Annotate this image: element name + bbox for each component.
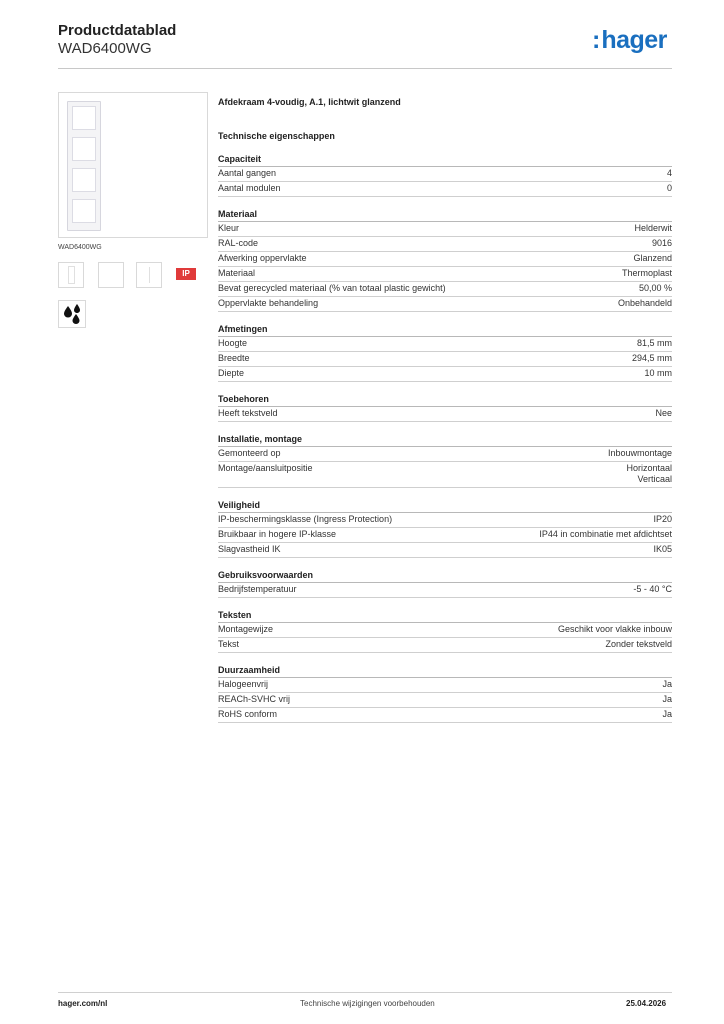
section-title: Teksten [218,608,672,623]
thumbnail-shape [149,267,150,283]
row-value: Inbouwmontage [607,448,672,458]
footer-divider [58,992,672,993]
row-value: 50,00 % [638,283,672,293]
table-row [218,708,672,723]
ip-rating-icon: IP [176,268,196,280]
product-code: WAD6400WG [58,40,152,57]
row-label: Heeft tekstveld [218,408,278,418]
row-value: Zonder tekstveld [605,639,672,649]
section [218,608,672,653]
row-label: RAL-code [218,238,259,248]
row-label: Materiaal [218,268,256,278]
section-title: Duurzaamheid [218,663,672,678]
row-label: Afwerking oppervlakte [218,253,307,263]
table-row [218,638,672,653]
row-label: Aantal gangen [218,168,277,178]
row-value: 9016 [651,238,672,248]
row-value: 4 [666,168,672,178]
table-row [218,237,672,252]
section [218,207,672,312]
footer-notice: Technische wijzigingen voorbehouden [300,999,435,1008]
thumbnail-frame[interactable] [58,262,84,288]
row-label: Kleur [218,223,240,233]
section-title: Capaciteit [218,152,672,167]
row-label: IP-beschermingsklasse (Ingress Protection) [218,514,393,524]
row-label: Halogeenvrij [218,679,269,689]
row-label: Montage/aansluitpositie [218,463,313,473]
image-caption: WAD6400WG [58,244,102,251]
frame-slot [72,199,96,223]
section [218,392,672,422]
table-row [218,252,672,267]
section-title: Gebruiksvoorwaarden [218,568,672,583]
table-row [218,447,672,462]
footer-website[interactable]: hager.com/nl [58,999,108,1008]
thumbnail-blank[interactable] [98,262,124,288]
thumbnail-line[interactable] [136,262,162,288]
row-label: Bevat gerecycled materiaal (% van totaal plastic gewicht) [218,283,446,293]
row-value: Ja [662,679,672,689]
product-image [58,92,208,238]
row-label: Diepte [218,368,245,378]
logo-dots: : [592,26,601,54]
row-value: -5 - 40 °C [633,584,672,594]
page-title: Productdatablad [58,22,177,39]
section [218,152,672,197]
row-value: IK05 [653,544,672,554]
row-value: Nee [655,408,672,418]
row-label: REACh-SVHC vrij [218,694,291,704]
section [218,322,672,382]
frame-slot [72,168,96,192]
table-row [218,222,672,237]
row-value: Horizontaal Verticaal [626,463,672,484]
row-value: Helderwit [634,223,672,233]
table-row [218,297,672,312]
section [218,663,672,723]
row-label: Oppervlakte behandeling [218,298,319,308]
logo-text: hager [601,26,667,54]
header-divider [58,68,672,69]
row-value: 10 mm [644,368,672,378]
table-row [218,367,672,382]
section-title: Afmetingen [218,322,672,337]
table-row [218,513,672,528]
section-title: Veiligheid [218,498,672,513]
water-drops-icon [58,300,86,328]
table-row [218,337,672,352]
section-title: Materiaal [218,207,672,222]
row-value: Glanzend [633,253,672,263]
row-value: Onbehandeld [617,298,672,308]
table-row [218,407,672,422]
section [218,432,672,488]
hager-logo [592,26,667,55]
row-value: Thermoplast [621,268,672,278]
thumbnail-shape [68,266,75,284]
table-row [218,282,672,297]
table-row [218,678,672,693]
row-value: IP20 [653,514,672,524]
row-value: 294,5 mm [631,353,672,363]
frame-slot [72,137,96,161]
row-label: Bedrijfstemperatuur [218,584,297,594]
section [218,498,672,558]
row-label: Hoogte [218,338,248,348]
table-row [218,693,672,708]
row-label: Aantal modulen [218,183,281,193]
section [218,568,672,598]
table-row [218,543,672,558]
table-row [218,623,672,638]
row-value: Geschikt voor vlakke inbouw [557,624,672,634]
properties-table [218,152,672,733]
table-row [218,167,672,182]
row-label: Montagewijze [218,624,274,634]
row-value: Ja [662,694,672,704]
table-row [218,462,672,488]
row-value: 81,5 mm [636,338,672,348]
row-label: Tekst [218,639,240,649]
product-description: Afdekraam 4-voudig, A.1, lichtwit glanzend [218,97,401,107]
table-row [218,182,672,197]
row-label: Gemonteerd op [218,448,281,458]
row-label: Bruikbaar in hogere IP-klasse [218,529,337,539]
row-value: 0 [666,183,672,193]
frame-illustration [67,101,101,231]
table-row [218,267,672,282]
row-value: Ja [662,709,672,719]
row-label: RoHS conform [218,709,278,719]
row-label: Slagvastheid IK [218,544,281,554]
row-label: Breedte [218,353,250,363]
frame-slot [72,106,96,130]
section-title: Installatie, montage [218,432,672,447]
table-row [218,528,672,543]
properties-heading: Technische eigenschappen [218,131,335,141]
footer-date: 25.04.2026 [626,999,667,1008]
row-value: IP44 in combinatie met afdichtset [539,529,672,539]
section-title: Toebehoren [218,392,672,407]
table-row [218,352,672,367]
table-row [218,583,672,598]
